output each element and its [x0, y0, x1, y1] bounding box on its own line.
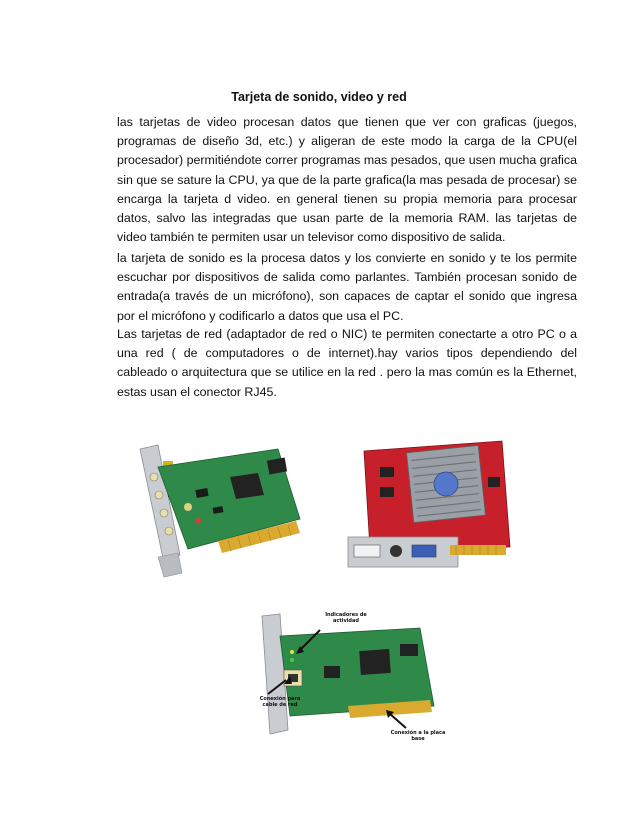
callout-network-cable: Conexión para cable de red — [259, 696, 301, 708]
video-card-image — [340, 437, 512, 587]
callout-activity-indicators: Indicadores de actividad — [325, 612, 367, 624]
paragraph-network-cards — [117, 325, 577, 402]
paragraph-video-cards — [117, 113, 577, 247]
sound-card-image — [118, 437, 303, 587]
paragraph-text: la tarjeta de sonido es la procesa datos y los convierte en sonido y te los permite escuchar por dispositivos de salida como parlantes. También procesan sonido de entrada(a través de un micrófono), son capaces de captar el sonido que ingresa por el micrófono y codificarlo a datos que usa el PC. — [117, 251, 577, 323]
paragraph-text: Las tarjetas de red (adaptador de red o NIC) te permiten conectarte a otro PC o a una red ( de computadores o de internet).hay varios tipos dependiendo del cableado o arquitectura que se utilice en la red . pero la mas común es la Ethernet, estas usan el conector RJ45. — [117, 327, 577, 399]
callout-motherboard-connection: Conexión a la placa base — [390, 730, 446, 742]
paragraph-sound-cards — [117, 249, 577, 326]
network-card-image — [240, 610, 458, 750]
document-title: Tarjeta de sonido, video y red — [231, 90, 407, 104]
paragraph-text: las tarjetas de video procesan datos que tienen que ver con graficas (juegos, programas de diseño 3d, etc.) y aligeran de este modo la carga de la CPU(el procesador) permitiéndote correr programas mas pesados, que usen mucha grafica sin que se sature la CPU, ya que de la parte grafica(la mas pesada de procesar) se encarga la tarjeta d video. en general tienen su propia memoria para procesar datos, salvo las integradas que usan parte de la memoria RAM. las tarjetas de video también te permiten usar un televisor como dispositivo de salida. — [117, 115, 577, 245]
